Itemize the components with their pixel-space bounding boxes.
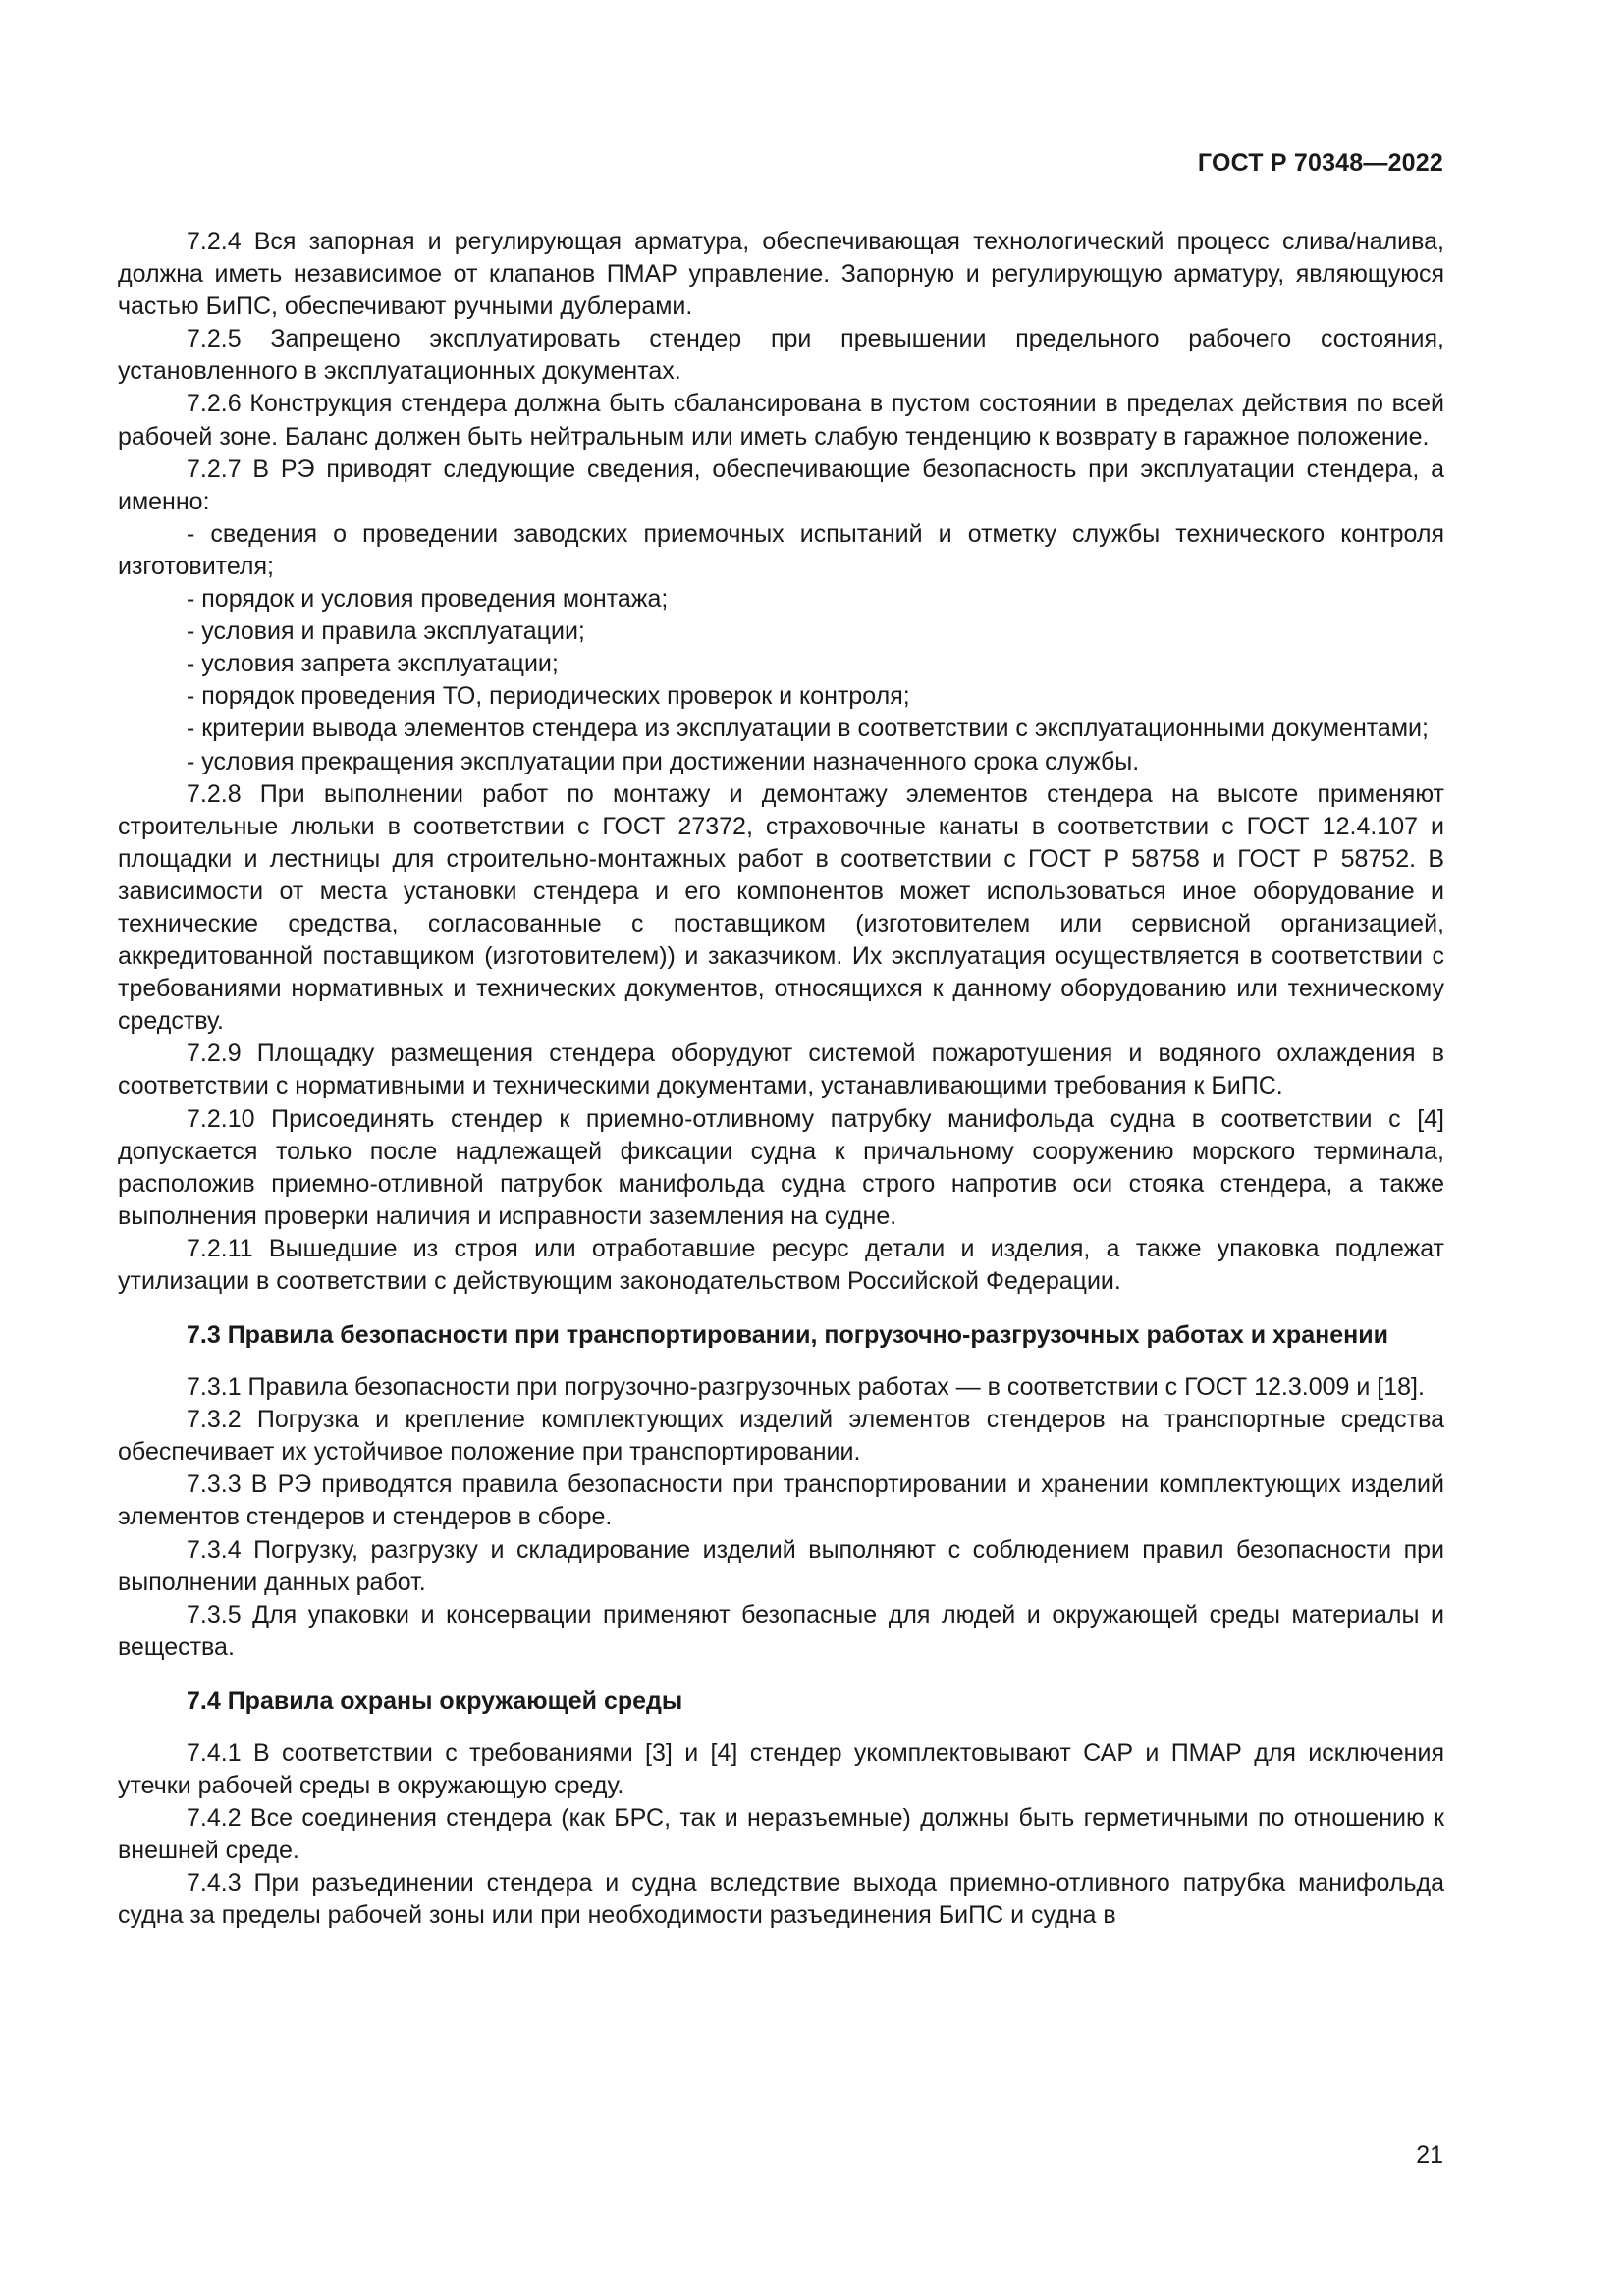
list-item: - критерии вывода элементов стендера из эксплуатации в соответствии с эксплуатационными документами; [187,715,1429,743]
paragraph-7-3-3: 7.3.3 В РЭ приводятся правила безопасности при транспортировании и хранении комплектующих изделий элементов стендеров и стендеров в сборе. [118,1470,1444,1531]
list-item: - условия запрета эксплуатации; [187,650,559,678]
paragraph-7-2-7: 7.2.7 В РЭ приводят следующие сведения, обеспечивающие безопасность при эксплуатации стендера, а именно: [118,454,1444,515]
list-item: - условия прекращения эксплуатации при достижении назначенного срока службы. [187,747,1140,775]
paragraph-7-2-6: 7.2.6 Конструкция стендера должна быть сбалансирована в пустом состоянии в пределах действия по всей рабочей зоне. Баланс должен быть нейтральным или иметь слабую тенденцию к возврату в гаражное положение. [118,390,1444,451]
section-heading-7-4: 7.4 Правила охраны окружающей среды [187,1686,683,1715]
paragraph-7-2-5: 7.2.5 Запрещено эксплуатировать стендер при превышении предельного рабочего состояния, установленного в эксплуатационных документах. [118,325,1444,386]
paragraph-7-3-1: 7.3.1 Правила безопасности при погрузочно-разгрузочных работах — в соответствии с ГОСТ 12.3.009 и [18]. [187,1373,1425,1402]
paragraph-7-4-2: 7.4.2 Все соединения стендера (как БРС, так и неразъемные) должны быть герметичными по отношению к внешней среде. [118,1804,1444,1865]
paragraph-7-2-10: 7.2.10 Присоединять стендер к приемно-отливному патрубку манифольда судна в соответствии с [4] допускается только после надлежащей фиксации судна к причальному сооружению морского терминала, расположив приемно-отливной патрубок манифольда судна строго напротив оси стояка стендера, а также выполнения проверки наличия и исправности заземления на судне. [118,1104,1444,1230]
document-id: ГОСТ Р 70348—2022 [1197,149,1443,177]
section-heading-7-3: 7.3 Правила безопасности при транспортировании, погрузочно-разгрузочных работах и хранении [187,1321,1388,1350]
list-item: - порядок проведения ТО, периодических проверок и контроля; [187,682,910,711]
document-body [118,226,1444,1933]
list-item: - порядок и условия проведения монтажа; [187,585,669,614]
paragraph-7-4-1: 7.4.1 В соответствии с требованиями [3] и [4] стендер укомплектовывают САР и ПМАР для исключения утечки рабочей среды в окружающую среду. [118,1738,1444,1800]
paragraph-7-3-5: 7.3.5 Для упаковки и консервации применяют безопасные для людей и окружающей среды материалы и вещества. [118,1600,1444,1661]
paragraph-7-2-8: 7.2.8 При выполнении работ по монтажу и демонтажу элементов стендера на высоте применяют строительные люльки в соответствии с ГОСТ 27372, страховочные канаты в соответствии с ГОСТ 12.4.107 и площадки и лестницы для строительно-монтажных работ в соответствии с ГОСТ Р 58758 и ГОСТ Р 58752. В зависимости от места установки стендера и его компонентов может использоваться иное оборудование и технические средства, согласованные с поставщиком (изготовителем или сервисной организацией, аккредитованной поставщиком (изготовителем)) и заказчиком. Их эксплуатация осуществляется в соответствии с требованиями нормативных и технических документов, относящихся к данному оборудованию или техническому средству. [118,779,1444,1036]
paragraph-7-2-11: 7.2.11 Вышедшие из строя или отработавшие ресурс детали и изделия, а также упаковка подлежат утилизации в соответствии с действующим законодательством Российской Федерации. [118,1234,1444,1295]
paragraph-7-2-4: 7.2.4 Вся запорная и регулирующая арматура, обеспечивающая технологический процесс слива/налива, должна иметь независимое от клапанов ПМАР управление. Запорную и регулирующую арматуру, являющуюся частью БиПС, обеспечивают ручными дублерами. [118,228,1444,321]
paragraph-7-2-9: 7.2.9 Площадку размещения стендера оборудуют системой пожаротушения и водяного охлаждения в соответствии с нормативными и техническими документами, устанавливающими требования к БиПС. [118,1040,1444,1100]
paragraph-7-3-2: 7.3.2 Погрузка и крепление комплектующих изделий элементов стендеров на транспортные средства обеспечивает их устойчивое положение при транспортировании. [118,1406,1444,1467]
list-item: - сведения о проведении заводских приемочных испытаний и отметку службы технического контроля изготовителя; [118,519,1444,580]
list-item: - условия и правила эксплуатации; [187,617,585,646]
paragraph-7-4-3: 7.4.3 При разъединении стендера и судна вследствие выхода приемно-отливного патрубка манифольда судна за пределы рабочей зоны или при необходимости разъединения БиПС и судна в [118,1869,1444,1930]
page-number: 21 [1416,2141,1443,2168]
paragraph-7-3-4: 7.3.4 Погрузку, разгрузку и складирование изделий выполняют с соблюдением правил безопасности при выполнении данных работ. [118,1535,1444,1596]
